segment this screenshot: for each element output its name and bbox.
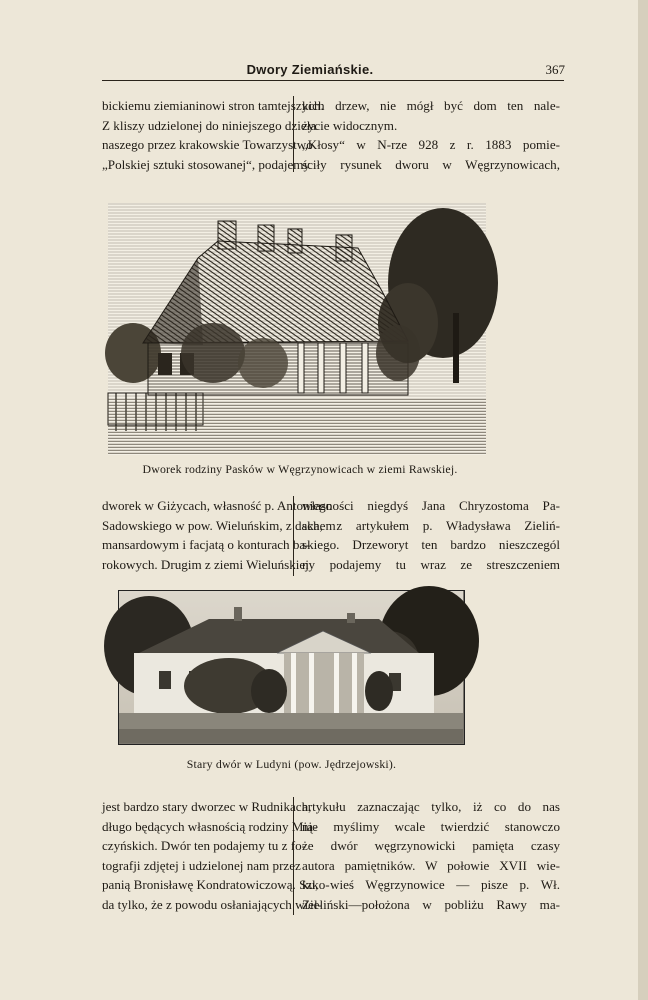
text-line: bickiemu ziemianinowi stron tamtejszych. [102, 98, 324, 113]
text-line: długo będących własnością rodziny Mią- [102, 818, 318, 834]
column-divider [293, 96, 294, 172]
text-line: da tylko, że z powodu osłaniających wiel- [102, 896, 322, 912]
text-column-right-3 [302, 797, 560, 915]
text-line: Z kliszy udzielonej do niniejszego dzieła [102, 117, 317, 133]
text-line: Zieliński—położona w pobliżu Rawy ma- [302, 896, 560, 912]
text-line: że dwór węgrzynowicki pamięta czasy [302, 838, 560, 854]
header-rule [102, 80, 564, 81]
figure2-caption: Stary dwór w Ludyni (pow. Jędrzejowski). [186, 757, 397, 771]
text-line: własności niegdyś Jana Chryzostoma Pa- [302, 498, 560, 513]
text-line: skiego. Drzeworyt ten bardzo nieszczegól [302, 537, 560, 553]
text-column-left-3 [102, 797, 330, 915]
text-line: naszego przez krakowskie Towarzystwo [102, 137, 313, 153]
text-line: tografji zdjętej i udzielonej nam przez [102, 857, 301, 873]
figure1-caption: Dworek rodziny Pasków w Węgrzynowicach w ziemi Rawskiej. [142, 462, 458, 476]
text-line: ska, z artykułem p. Władysława Zieliń- [302, 517, 560, 533]
text-line: nie myślimy wcale twierdzić stanowczo [302, 818, 560, 834]
text-line: panią Bronisławę Kondratowiczową. Szko- [102, 877, 330, 893]
text-line: „Polskiej sztuki stosowanej“, podajemy [102, 156, 311, 172]
text-line: mansardowym i facjatą o konturach ba- [102, 537, 310, 553]
text-line: życie widocznym. [302, 117, 398, 133]
text-line: Sadowskiego w pow. Wieluńskim, z dachem [102, 517, 336, 533]
column-divider [293, 496, 294, 576]
text-column-right-1 [302, 96, 560, 174]
text-column-left-2 [102, 496, 336, 574]
text-line: czyńskich. Dwór ten podajemy tu z fo- [102, 838, 306, 854]
text-line: „Kłosy“ w N-rze 928 z r. 1883 pomie- [302, 137, 560, 153]
text-line: autora pamiętników. W połowie XVII wie- [302, 857, 560, 873]
text-line: artykułu zaznaczając tylko, iż co do nas [302, 799, 560, 814]
text-column-right-2 [302, 496, 560, 574]
running-header-title: Dwory Ziemiańskie. [246, 62, 374, 77]
text-line: rokowych. Drugim z ziemi Wieluńskiej [102, 556, 309, 572]
photo-old-manor-ludynia [118, 590, 465, 745]
column-divider [293, 797, 294, 915]
engraving-manor-house [108, 203, 486, 455]
text-line: ny podajemy tu wraz ze streszczeniem [302, 556, 560, 572]
text-line: ściły rysunek dworu w Węgrzynowicach, [302, 156, 560, 172]
text-line: ku, wieś Węgrzynowice — pisze p. Wł. [302, 877, 560, 893]
text-line: kich drzew, nie mógł być dom ten nale- [302, 98, 560, 113]
text-line: jest bardzo stary dworzec w Rudnikach, [102, 799, 312, 814]
text-line: dworek w Giżycach, własność p. Antoniego [102, 498, 333, 513]
page-number: 367 [545, 62, 565, 77]
text-column-left-1 [102, 96, 324, 174]
